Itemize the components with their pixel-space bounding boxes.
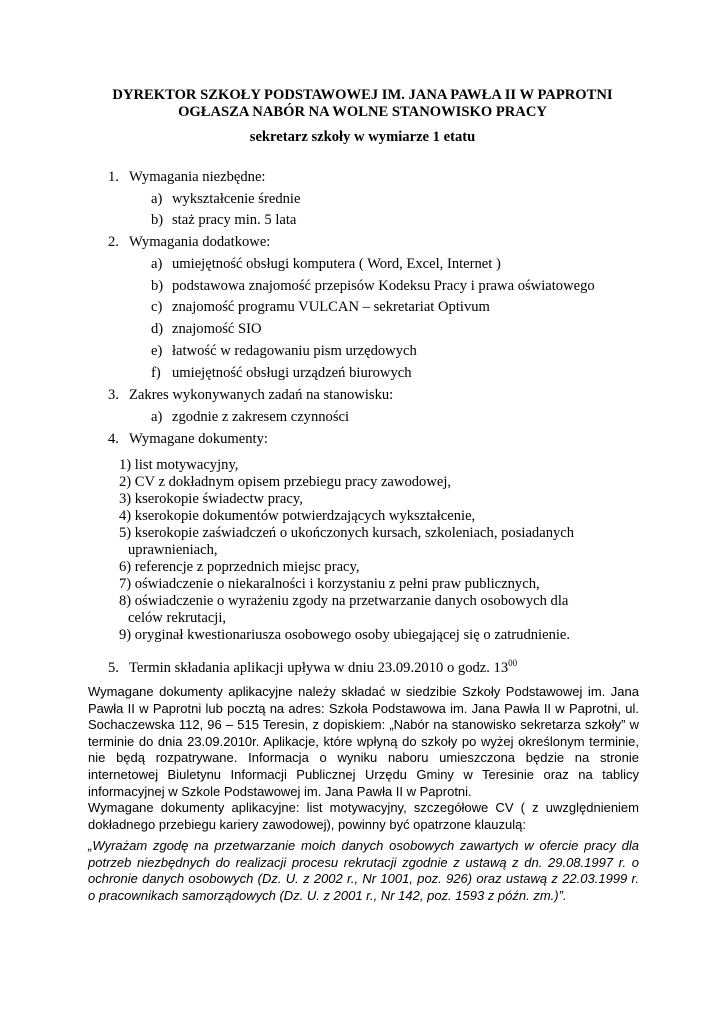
document-item: 6) referencje z poprzednich miejsc pracy,: [119, 559, 360, 575]
header-line-2: OGŁASZA NABÓR NA WOLNE STANOWISKO PRACY: [178, 104, 547, 120]
section-title: Wymagania dodatkowe:: [129, 234, 271, 250]
section-number: 2.: [108, 234, 119, 250]
document-item: 3) kserokopie świadectw pracy,: [119, 491, 303, 507]
deadline-label: Termin składania aplikacji upływa w dniu 23.09.2010 o godz. 13: [129, 660, 509, 676]
item-letter: f): [151, 365, 161, 381]
list-item: umiejętność obsługi komputera ( Word, Excel, Internet ): [172, 256, 501, 272]
deadline-text: [129, 659, 517, 677]
section-number: 5.: [108, 660, 119, 676]
list-item: zgodnie z zakresem czynności: [172, 409, 350, 425]
submission-paragraph: Wymagane dokumenty aplikacyjne należy składać w siedzibie Szkoły Podstawowej im. Jana Pawła II w Paprotni lub pocztą na adres: Szkoła Podstawowa im. Jana Pawła II w Paprotni, ul. Sochaczewska 112, 96 – 515 Teresin, z dopiskiem: „Nabór na stanowisko sekretarza szkoły” w terminie do dnia 23.09.2010r. Aplikacje, które wpłyną do szkoły po wyżej określonym terminie, nie będą rozpatrywane. Informacja o wyniku naboru umieszczona będzie na stronie internetowej Biuletynu Informacji Publicznej Urzędu Gminy w Teresinie oraz na tablicy informacyjnej w Szkole Podstawowej im. Jana Pawła II w Paprotni.: [88, 684, 639, 799]
list-item: staż pracy min. 5 lata: [172, 212, 297, 228]
header-line-1: DYREKTOR SZKOŁY PODSTAWOWEJ IM. JANA PAWŁA II W PAPROTNI: [112, 87, 613, 103]
list-item: znajomość SIO: [172, 321, 262, 337]
list-item: umiejętność obsługi urządzeń biurowych: [172, 365, 412, 381]
section-title: Wymagania niezbędne:: [129, 169, 266, 185]
list-item: znajomość programu VULCAN – sekretariat Optivum: [172, 299, 490, 315]
consent-clause: „Wyrażam zgodę na przetwarzanie moich danych osobowych zawartych w ofercie pracy dla potrzeb niezbędnych do realizacji procesu rekrutacji zgodnie z ustawą z dn. 29.08.1997 r. o ochronie danych osobowych (Dz. U. z 2002 r., Nr 1001, poz. 926) oraz ustawą z 22.03.1999 r. o pracownikach samorządowych (Dz. U. z 2001 r., Nr 142, poz. 1593 z późn. zm.)”.: [88, 838, 639, 903]
section-title: Wymagane dokumenty:: [129, 431, 268, 447]
item-letter: d): [151, 321, 164, 337]
documents-paragraph: Wymagane dokumenty aplikacyjne: list motywacyjny, szczegółowe CV ( z uwzględnieniem dokładnego przebiegu kariery zawodowej), powinny być opatrzone klauzulą:: [88, 800, 639, 832]
section-number: 3.: [108, 387, 119, 403]
list-item: łatwość w redagowaniu pism urzędowych: [172, 343, 417, 359]
item-letter: b): [151, 212, 164, 228]
item-letter: c): [151, 299, 163, 315]
document-item-continuation: uprawnieniach,: [128, 542, 218, 558]
position-title: sekretarz szkoły w wymiarze 1 etatu: [249, 129, 476, 145]
section-title: Zakres wykonywanych zadań na stanowisku:: [129, 387, 394, 403]
item-letter: a): [151, 256, 163, 272]
item-letter: b): [151, 278, 164, 294]
section-number: 1.: [108, 169, 119, 185]
document-item-continuation: celów rekrutacji,: [128, 610, 227, 626]
document-item: 5) kserokopie zaświadczeń o ukończonych kursach, szkoleniach, posiadanych: [119, 525, 575, 541]
document-item: 7) oświadczenie o niekaralności i korzystaniu z pełni praw publicznych,: [119, 576, 540, 592]
list-item: podstawowa znajomość przepisów Kodeksu Pracy i prawa oświatowego: [172, 278, 595, 294]
document-item: 2) CV z dokładnym opisem przebiegu pracy zawodowej,: [119, 474, 452, 490]
document-item: 8) oświadczenie o wyrażeniu zgody na przetwarzanie danych osobowych dla: [119, 593, 569, 609]
section-number: 4.: [108, 431, 119, 447]
list-item: wykształcenie średnie: [172, 191, 301, 207]
document-item: 1) list motywacyjny,: [119, 457, 239, 473]
document-item: 4) kserokopie dokumentów potwierdzających wykształcenie,: [119, 508, 476, 524]
item-letter: a): [151, 409, 163, 425]
deadline-minutes: 00: [508, 658, 518, 668]
item-letter: e): [151, 343, 163, 359]
document-item: 9) oryginał kwestionariusza osobowego osoby ubiegającej się o zatrudnienie.: [119, 627, 571, 643]
item-letter: a): [151, 191, 163, 207]
